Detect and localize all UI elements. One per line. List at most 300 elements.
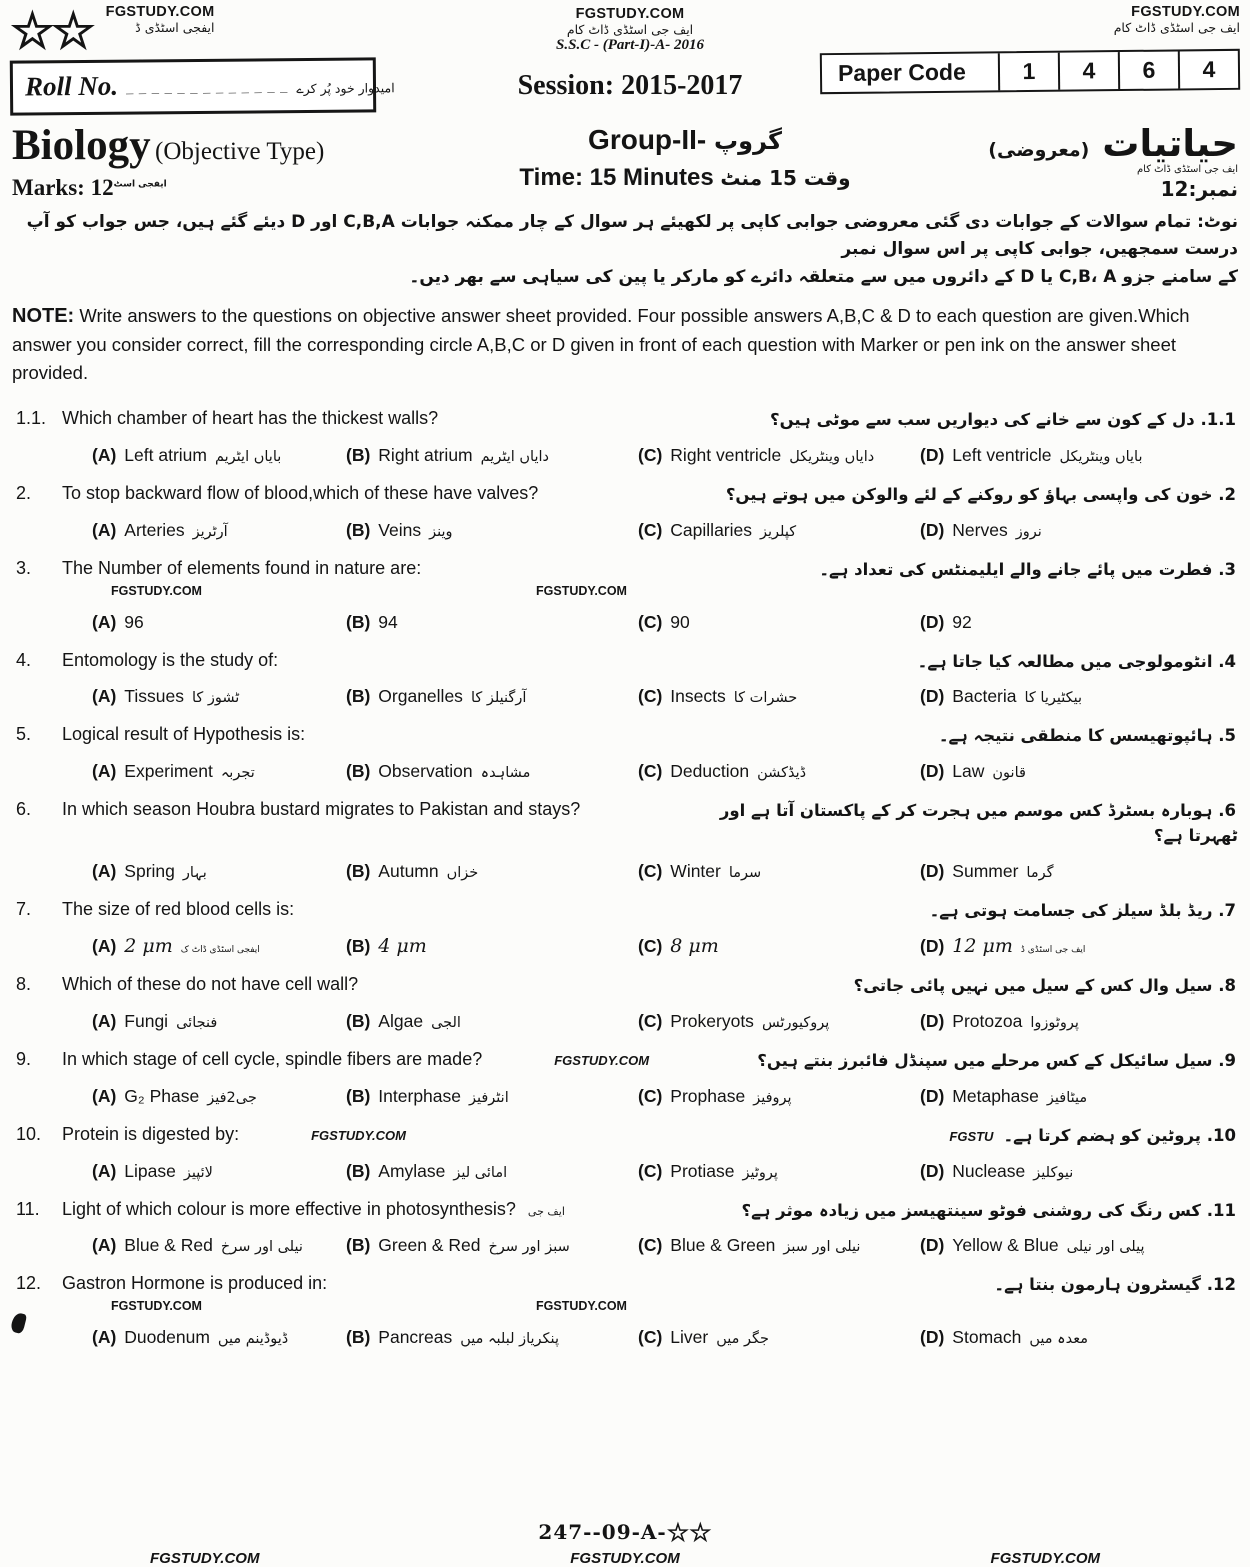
question-text-urdu: دل کے کون سے خانے کی دیواریں سب سے موٹی ہیں؟	[770, 410, 1195, 430]
question-line-urdu	[994, 1273, 1238, 1298]
option-c	[638, 1327, 914, 1348]
option-letter: (B)	[346, 686, 371, 707]
question-text-english: To stop backward flow of blood,which of these have valves?	[62, 483, 539, 503]
option-letter: (D)	[920, 1011, 945, 1031]
option-text-urdu: آرگنیلز کا	[470, 690, 527, 707]
option-text-urdu: آرٹریز	[192, 523, 228, 540]
option-letter: (B)	[346, 1327, 371, 1347]
option-b	[346, 1086, 632, 1107]
option-c	[638, 761, 914, 782]
subject-title: Biology	[12, 121, 151, 169]
options-row	[16, 1327, 1238, 1348]
question-text-english: Light of which colour is more effective in photosynthesis?	[62, 1198, 516, 1219]
option-text-urdu: ڈیڈکشن	[757, 765, 807, 781]
option-letter: (B)	[346, 936, 371, 957]
option-letter: (A)	[92, 686, 117, 707]
option-text: 94	[378, 611, 398, 632]
option-letter: (B)	[346, 761, 371, 781]
question-line-english	[16, 483, 538, 504]
watermark-urdu: ایف جی	[527, 1204, 565, 1218]
option-text: Winter	[670, 860, 721, 881]
option-letter: (A)	[92, 936, 117, 957]
option-text: Liver	[670, 1327, 709, 1347]
title-left	[12, 121, 432, 202]
option-a	[92, 520, 340, 541]
option-text: 12 μm	[952, 935, 1013, 958]
question-number-urdu: 6.	[1218, 801, 1236, 820]
options-row	[16, 612, 1238, 633]
question-number: 9.	[16, 1049, 32, 1069]
option-text: Summer	[952, 860, 1019, 881]
option-text: Observation	[378, 761, 473, 781]
marks-label: Marks: $12^{ایفجی اسٹ}$	[12, 174, 167, 200]
question-text-english: Gastron Hormone is produced in:	[62, 1273, 328, 1294]
option-text: Autumn	[378, 860, 439, 881]
option-text: Left ventricle	[952, 445, 1052, 465]
option-letter: (A)	[92, 1085, 117, 1106]
english-note	[10, 291, 1240, 387]
group-label: Group-II- گروپ	[588, 123, 782, 155]
question-text-urdu: ریڈ بلڈ سیلز کی جسامت ہوتی ہے۔	[929, 900, 1213, 920]
question-number-urdu: 11.	[1206, 1200, 1236, 1220]
option-text: Blue & Red	[124, 1235, 213, 1256]
question-line-urdu	[726, 483, 1238, 508]
options-row	[16, 445, 1238, 466]
question-block	[16, 974, 1238, 1032]
option-text-urdu: گرما	[1026, 864, 1054, 881]
option-text: Arteries	[124, 519, 185, 540]
question-block	[16, 1199, 1238, 1257]
fgstudy-watermark-urdu: ایف جی اسٹڈی ڈاٹ کام	[1113, 20, 1240, 35]
session-label: Session: 2015-2017	[517, 70, 743, 101]
question-block	[16, 1273, 1238, 1348]
option-text: Interphase	[378, 1085, 461, 1106]
option-letter: (D)	[920, 1327, 945, 1347]
option-text: Nerves	[952, 519, 1008, 540]
option-letter: (B)	[346, 1085, 371, 1106]
option-letter: (D)	[920, 686, 945, 707]
option-c	[638, 1011, 914, 1032]
question-number-urdu: 8.	[1218, 976, 1236, 996]
fgstudy-watermark: FGSTUDY.COM	[990, 1550, 1100, 1567]
option-a	[92, 935, 340, 957]
option-b	[346, 1327, 632, 1348]
total-number-urdu: نمبر:12	[1160, 177, 1238, 202]
option-d	[920, 861, 1238, 882]
question-number: 12.	[16, 1273, 42, 1294]
option-text: Spring	[124, 860, 175, 881]
question-number: 6.	[16, 799, 32, 819]
option-letter: (B)	[346, 1011, 371, 1031]
option-text-urdu: دایاں وینٹریکل	[789, 449, 875, 465]
option-text: Veins	[378, 519, 422, 540]
question-line-english	[16, 1124, 406, 1145]
question-number-urdu: 1.1.	[1200, 410, 1236, 430]
question-number: 8.	[16, 974, 32, 995]
option-text: Tissues	[124, 686, 184, 707]
option-a	[92, 1086, 340, 1107]
option-text: Blue & Green	[670, 1235, 776, 1256]
option-text-urdu: وینز	[429, 523, 453, 540]
options-row	[16, 1011, 1238, 1032]
option-b	[346, 520, 632, 541]
option-a	[92, 761, 340, 782]
question-line-english	[16, 650, 278, 671]
question-line-urdu	[1003, 1124, 1238, 1149]
question-block	[16, 899, 1238, 958]
fgstudy-watermark: FGSTUDY.COM	[105, 4, 215, 20]
question-number-urdu: 7.	[1218, 900, 1236, 920]
option-text: Law	[952, 761, 985, 781]
option-d	[920, 1327, 1238, 1348]
paper-code-digit: 4	[1178, 51, 1238, 89]
option-text: Fungi	[124, 1011, 169, 1031]
header	[10, 4, 1240, 114]
ssc-part-line: S.S.C - (Part-I)-A- 2016	[556, 37, 704, 53]
option-letter: (A)	[92, 1327, 117, 1347]
fgstudy-watermark: FGSTUDY.COM	[536, 1299, 627, 1313]
option-a	[92, 861, 340, 882]
option-letter: (D)	[920, 445, 945, 465]
option-b	[346, 1161, 632, 1182]
option-letter: (C)	[638, 611, 663, 632]
question-line-english	[16, 799, 580, 820]
option-letter: (A)	[92, 1160, 117, 1181]
option-b	[346, 612, 632, 633]
question-block	[16, 408, 1238, 466]
question-text-urdu: پروٹین کو ہضم کرتا ہے۔	[1003, 1125, 1201, 1145]
option-letter: (B)	[346, 1235, 371, 1256]
option-text-urdu: نیلی اور سرخ	[220, 1239, 303, 1256]
note-label: NOTE:	[12, 304, 75, 327]
question-text-english: In which season Houbra bustard migrates to Pakistan and stays?	[62, 799, 581, 819]
options-row	[16, 935, 1238, 957]
roll-no-urdu: امیدوار خود پُر کرے	[296, 79, 395, 96]
question-number-urdu: 9.	[1218, 1051, 1236, 1070]
fgstudy-watermark: FGSTUDY.COM	[570, 1550, 680, 1567]
option-b	[346, 761, 632, 782]
option-text: Algae	[378, 1011, 424, 1031]
option-c	[638, 861, 914, 882]
option-text-urdu: سرما	[728, 864, 762, 881]
option-b	[346, 686, 632, 707]
question-line-urdu	[918, 650, 1238, 675]
option-text-urdu: انٹرفیز	[469, 1089, 509, 1106]
paper-code-box	[820, 49, 1240, 94]
option-letter: (C)	[638, 686, 663, 707]
option-text-urdu: پنکریاز لبلبہ میں	[460, 1331, 559, 1347]
question-number-urdu: 12.	[1206, 1275, 1236, 1295]
question-text-urdu: سیل سائیکل کے کس مرحلے میں سپنڈل فائبرز بنتے ہیں؟	[757, 1051, 1213, 1070]
option-text-urdu: تجربہ	[220, 765, 255, 781]
paper-code-label: Paper Code	[837, 58, 966, 87]
option-letter: (D)	[920, 860, 945, 881]
option-text: Left atrium	[124, 445, 207, 465]
option-text-urdu: حشرات کا	[733, 690, 798, 707]
question-line-urdu	[819, 558, 1238, 583]
option-d	[920, 686, 1238, 707]
time-label: Time: 15 Minutes وقت 15 منٹ	[519, 163, 851, 191]
option-c	[638, 612, 914, 633]
question-block	[16, 650, 1238, 708]
option-text: Right atrium	[378, 445, 473, 465]
question-number: 11.	[16, 1198, 40, 1219]
question-text-urdu: ہائپوتھیسس کا منطقی نتیجہ ہے۔	[938, 726, 1213, 746]
option-a	[92, 445, 340, 466]
note-text: Write answers to the questions on objective answer sheet provided. Four possible answers A,B,C & D to each question are given.Which answer you consider correct, fill the corresponding circle A,B,C or D given in front of each question with Marker or pen ink on the answer sheet provided.	[12, 304, 1190, 383]
fgstudy-watermark: FGSTUDY.COM	[150, 1550, 260, 1567]
option-text-urdu: پروکیورٹس	[761, 1015, 830, 1031]
option-letter: (D)	[920, 611, 945, 632]
fgstudy-watermark: FGSTU	[949, 1128, 994, 1144]
option-b	[346, 861, 632, 882]
option-letter: (C)	[638, 445, 663, 465]
question-line-urdu	[854, 974, 1238, 999]
option-a	[92, 1011, 340, 1032]
option-text: 4 μm	[378, 935, 427, 958]
question-line-english	[16, 558, 421, 579]
option-b	[346, 445, 632, 466]
option-letter: (A)	[92, 519, 117, 540]
option-text-urdu: پروٹیز	[742, 1164, 778, 1181]
options-row	[16, 1235, 1238, 1256]
fgstudy-watermark: FGSTUDY.COM	[554, 1053, 650, 1068]
option-c	[638, 935, 914, 957]
question-line-urdu	[930, 899, 1238, 924]
option-text: Right ventricle	[670, 445, 782, 465]
option-letter: (A)	[92, 860, 117, 881]
question-line-urdu	[676, 799, 1238, 849]
option-letter: (B)	[346, 445, 371, 465]
fgstudy-watermark: FGSTUDY.COM	[1131, 4, 1240, 20]
question-block	[16, 483, 1238, 541]
option-text-urdu: کپلریز	[760, 523, 797, 540]
paper-footer-code: 247--09-A-	[538, 1520, 667, 1544]
question-line-urdu	[757, 1049, 1238, 1074]
option-text-urdu: نیوکلیز	[1033, 1164, 1074, 1181]
question-line-english	[16, 724, 305, 745]
question-block	[16, 1049, 1238, 1107]
option-a	[92, 612, 340, 633]
urdu-instruction-line-2: کے سامنے جزو C,B، A یا D کے دائروں میں سے متعلقہ دائرے کو مارکر یا پین کی سیاہی سے بھر دیں۔	[409, 266, 1238, 287]
option-text-urdu: مشاہدہ	[480, 765, 531, 781]
option-letter: (D)	[920, 1235, 945, 1256]
option-text: Prophase	[670, 1085, 746, 1106]
option-text: Stomach	[952, 1327, 1022, 1347]
option-letter: (D)	[920, 1160, 945, 1181]
option-text-urdu: میٹافیز	[1046, 1089, 1088, 1106]
question-number: 2.	[16, 483, 32, 503]
option-letter: (C)	[638, 1327, 663, 1347]
question-line-english	[16, 899, 294, 920]
option-text-urdu: سبز اور سرخ	[488, 1239, 570, 1256]
option-b	[346, 1011, 632, 1032]
paper-code-digit: 4	[1058, 52, 1118, 90]
paper-code-digit: 1	[998, 53, 1058, 91]
option-letter: (B)	[346, 860, 371, 881]
option-letter: (A)	[92, 761, 117, 781]
option-text: Pancreas	[378, 1327, 453, 1347]
watermark-row	[16, 583, 1238, 600]
options-row	[16, 686, 1238, 707]
question-block	[16, 1124, 1238, 1182]
question-text-english: Which chamber of heart has the thickest walls?	[62, 408, 439, 429]
question-text-english: In which stage of cell cycle, spindle fibers are made?	[62, 1049, 483, 1069]
option-letter: (C)	[638, 1160, 663, 1181]
title-right	[938, 121, 1238, 202]
question-line-english	[16, 974, 358, 995]
option-d	[920, 1011, 1238, 1032]
option-letter: (D)	[920, 519, 945, 540]
urdu-instructions	[10, 201, 1240, 291]
question-number: 1.1.	[16, 408, 47, 429]
fgstudy-watermark-urdu: ایف جی اسٹڈی ڈاٹ کام	[566, 22, 694, 37]
roll-no-box	[10, 57, 395, 115]
option-text: 2 μm	[124, 935, 173, 958]
option-letter: (B)	[346, 1160, 371, 1181]
option-letter: (D)	[920, 761, 945, 781]
header-right	[820, 4, 1240, 92]
option-text: Deduction	[670, 761, 750, 781]
question-number-urdu: 4.	[1218, 651, 1236, 671]
option-d	[920, 445, 1238, 466]
question-text-english: Which of these do not have cell wall?	[62, 974, 359, 995]
question-text-english: Protein is digested by:	[62, 1123, 240, 1144]
stars-icon: ☆☆	[666, 1519, 712, 1547]
option-c	[638, 1235, 914, 1256]
option-text: 92	[952, 611, 972, 632]
question-text-urdu: کس رنگ کی روشنی فوٹو سینتھیسز میں زیادہ موثر ہے؟	[741, 1200, 1201, 1220]
option-letter: (A)	[92, 611, 117, 632]
option-text-urdu: پیلی اور نیلی	[1066, 1239, 1145, 1256]
watermark-urdu: ایفجی اسٹڈی ڈاٹ ک	[180, 945, 260, 956]
questions	[10, 386, 1240, 1348]
option-a	[92, 1327, 340, 1348]
question-text-urdu: سیل وال کس کے سیل میں نہیں پائی جاتی؟	[853, 976, 1213, 996]
option-d	[920, 1161, 1238, 1182]
option-letter: (C)	[638, 1085, 663, 1106]
option-text-urdu: جی2فیز	[207, 1089, 257, 1106]
watermark-urdu: ایفجی اسٹ	[113, 178, 167, 189]
option-text: Organelles	[378, 686, 463, 707]
option-text-urdu: بیکٹیریا کا	[1024, 690, 1083, 707]
option-letter: (A)	[92, 1235, 117, 1256]
option-d	[920, 1086, 1238, 1107]
option-text-urdu: بایاں وینٹریکل	[1059, 449, 1143, 465]
option-text-urdu: فنجائی	[176, 1015, 218, 1031]
footer	[0, 1518, 1250, 1567]
question-text-urdu: فطرت میں پائے جانے والے ایلیمنٹس کی تعداد ہے۔	[819, 559, 1213, 579]
option-text: G₂ Phase	[124, 1085, 200, 1106]
option-text: Nuclease	[952, 1160, 1026, 1181]
question-text-english: Logical result of Hypothesis is:	[62, 724, 306, 745]
option-d	[920, 520, 1238, 541]
option-text: 90	[670, 611, 690, 632]
question-text-urdu: ہوبارہ بسٹرڈ کس موسم میں ہجرت کر کے پاکستان آتا ہے اور ٹھہرتا ہے؟	[719, 801, 1238, 845]
question-number-urdu: 5.	[1218, 726, 1236, 746]
header-left	[10, 4, 440, 114]
options-row	[16, 861, 1238, 882]
roll-no-blank-line: _ _ _ _ _ _ _ _ _ _ _ _ _	[125, 78, 289, 96]
option-text-urdu: ٹشوز کا	[191, 690, 240, 707]
option-text-urdu: الجی	[431, 1015, 461, 1031]
option-letter: (C)	[638, 1011, 663, 1031]
option-text: Capillaries	[670, 519, 752, 540]
question-block	[16, 558, 1238, 633]
fgstudy-watermark-urdu: ایفجی اسٹڈی ڈ	[135, 20, 215, 35]
option-b	[346, 935, 632, 957]
question-text-urdu: انٹومولوجی میں مطالعہ کیا جاتا ہے۔	[917, 651, 1213, 671]
question-number: 3.	[16, 557, 32, 578]
option-text-urdu: ڈیوڈینم میں	[217, 1331, 289, 1347]
footer-code-row	[0, 1518, 1250, 1548]
option-text-urdu: نروز	[1015, 523, 1042, 540]
question-line-urdu	[939, 724, 1238, 749]
option-c	[638, 520, 914, 541]
option-c	[638, 686, 914, 707]
question-line-english	[16, 408, 438, 429]
fgstudy-watermark: FGSTUDY.COM	[111, 1299, 202, 1313]
option-text: 96	[124, 611, 144, 632]
subject-title-urdu: حیاتیات (معروضی)	[988, 121, 1238, 165]
option-text: Amylase	[378, 1160, 446, 1181]
watermark-row	[16, 1298, 1238, 1315]
option-letter: (D)	[920, 1085, 945, 1106]
question-text-urdu: خون کی واپسی بہاؤ کو روکنے کے لئے والوکن میں ہوتے ہیں؟	[725, 485, 1213, 504]
option-text-urdu: پروفیز	[753, 1089, 792, 1106]
question-text-urdu: گیسٹرون ہارمون بنتا ہے۔	[994, 1275, 1201, 1295]
option-text-urdu: دایاں ایٹریم	[480, 449, 549, 465]
option-text: Bacteria	[952, 686, 1017, 707]
paper-code-digit: 6	[1118, 51, 1178, 89]
option-text-urdu: قانون	[992, 765, 1026, 781]
option-d	[920, 1235, 1238, 1256]
option-d	[920, 761, 1238, 782]
options-row	[16, 1161, 1238, 1182]
option-text-urdu: پروٹوزوا	[1030, 1015, 1079, 1031]
option-a	[92, 1161, 340, 1182]
fgstudy-watermark: FGSTUDY.COM	[311, 1127, 406, 1143]
option-text-urdu: خزاں	[446, 864, 479, 881]
option-d	[920, 935, 1238, 957]
subject-type: (Objective Type)	[155, 137, 325, 165]
option-text: Metaphase	[952, 1085, 1039, 1106]
fgstudy-watermark: FGSTUDY.COM	[536, 583, 627, 598]
question-line-english	[16, 1199, 565, 1220]
option-letter: (B)	[346, 611, 371, 632]
option-a	[92, 686, 340, 707]
question-number: 5.	[16, 724, 32, 745]
option-text-urdu: بہار	[182, 864, 207, 881]
fgstudy-watermark-urdu: ایف جی اسٹڈی ڈاٹ کام	[1136, 164, 1238, 176]
option-text: Insects	[670, 686, 726, 707]
option-text-urdu: لائپیز	[183, 1164, 213, 1181]
option-text-urdu: نیلی اور سبز	[783, 1239, 861, 1256]
question-number-urdu: 10.	[1206, 1125, 1236, 1145]
option-text: Protozoa	[952, 1011, 1023, 1031]
option-letter: (D)	[920, 936, 945, 957]
question-block	[16, 724, 1238, 782]
title-center	[432, 124, 938, 202]
urdu-instruction-line-1: نوٹ: تمام سوالات کے جوابات دی گئی معروضی جوابی کاپی پر لکھیئے ہر سوال کے چار ممکنہ جوابات C,B,A اور D دیئے گئے ہیں، جس جواب کو آپ درست سمجھیں، جوابی کاپی پر اس سوال نمبر	[26, 212, 1238, 260]
option-text-urdu: جگر میں	[716, 1331, 769, 1347]
option-c	[638, 1086, 914, 1107]
option-c	[638, 1161, 914, 1182]
option-letter: (C)	[638, 519, 663, 540]
options-row	[16, 520, 1238, 541]
option-text: Green & Red	[378, 1235, 481, 1256]
option-text: Experiment	[124, 761, 213, 781]
